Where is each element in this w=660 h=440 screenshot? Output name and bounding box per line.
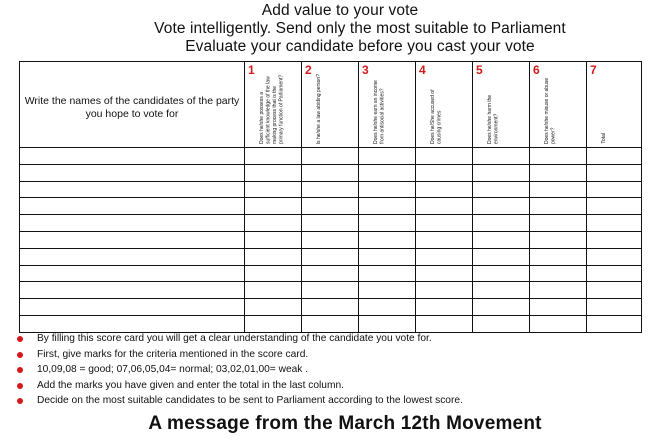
bullet-dot [17, 336, 23, 342]
score-cell[interactable] [302, 181, 359, 198]
score-cell[interactable] [473, 231, 530, 248]
criterion-text: Does he/she misuse or abuse power? [544, 77, 557, 144]
criterion-header-2 [302, 62, 359, 148]
total-cell[interactable] [587, 215, 642, 232]
score-cell[interactable] [530, 198, 587, 215]
total-cell[interactable] [587, 299, 642, 316]
table-row [20, 148, 642, 165]
score-cell[interactable] [416, 315, 473, 332]
criterion-header-3 [359, 62, 416, 148]
score-cell[interactable] [473, 215, 530, 232]
total-cell[interactable] [587, 164, 642, 181]
instruction-item [17, 393, 647, 409]
score-cell[interactable] [302, 148, 359, 165]
candidate-name-cell[interactable] [20, 181, 245, 198]
score-cell[interactable] [473, 282, 530, 299]
bullet-dot [17, 383, 23, 389]
total-cell[interactable] [587, 248, 642, 265]
criterion-header-4 [416, 62, 473, 148]
score-cell[interactable] [416, 299, 473, 316]
table-row [20, 164, 642, 181]
candidate-name-cell[interactable] [20, 164, 245, 181]
score-cell[interactable] [416, 282, 473, 299]
total-cell[interactable] [587, 148, 642, 165]
bullet-dot [17, 398, 23, 404]
total-cell[interactable] [587, 181, 642, 198]
total-cell[interactable] [587, 265, 642, 282]
instruction-text: 10,09,08 = good; 07,06,05,04= normal; 03,02,01,00= weak . [37, 364, 309, 376]
candidate-name-cell[interactable] [20, 248, 245, 265]
score-cell[interactable] [359, 299, 416, 316]
instruction-item [17, 378, 647, 394]
score-cell[interactable] [302, 315, 359, 332]
table-row [20, 265, 642, 282]
score-cell[interactable] [302, 265, 359, 282]
criterion-text: Total [601, 133, 607, 144]
candidate-name-cell[interactable] [20, 231, 245, 248]
candidate-name-cell[interactable] [20, 148, 245, 165]
footer-message [0, 412, 660, 436]
criterion-text: Does he/she possess a sufficient knowledge of the law making process that is the primary function of Parliament? [259, 74, 285, 144]
score-cell[interactable] [302, 248, 359, 265]
score-cell[interactable] [245, 248, 302, 265]
score-cell[interactable] [245, 265, 302, 282]
score-cell[interactable] [359, 181, 416, 198]
score-cell[interactable] [359, 198, 416, 215]
table-row [20, 231, 642, 248]
name-column-header-text: Write the names of the candidates of the party you hope to vote for [24, 94, 240, 120]
instruction-text: Add the marks you have given and enter the total in the last column. [37, 379, 344, 391]
candidate-name-cell[interactable] [20, 315, 245, 332]
score-cell[interactable] [245, 315, 302, 332]
score-cell[interactable] [416, 248, 473, 265]
criterion-header-1 [245, 62, 302, 148]
footer-text: A message from the March 12th Movement [148, 413, 542, 434]
candidate-name-cell[interactable] [20, 198, 245, 215]
score-cell[interactable] [530, 248, 587, 265]
score-cell[interactable] [416, 164, 473, 181]
criterion-text: Is he/she a law abiding person? [316, 73, 322, 144]
score-cell[interactable] [302, 215, 359, 232]
table-row [20, 315, 642, 332]
bullet-dot [17, 367, 23, 373]
criterion-number: 2 [305, 63, 312, 77]
table-row [20, 299, 642, 316]
bullet-dot [17, 352, 23, 358]
instruction-text: Decide on the most suitable candidates to be sent to Parliament according to the lowest score. [37, 395, 463, 407]
score-cell[interactable] [416, 265, 473, 282]
heading-line-2: Vote intelligently. Send only the most suitable to Parliament [154, 20, 566, 37]
score-cell[interactable] [245, 299, 302, 316]
score-cell[interactable] [473, 299, 530, 316]
score-cell[interactable] [359, 315, 416, 332]
score-cell[interactable] [245, 231, 302, 248]
score-cell[interactable] [416, 148, 473, 165]
instruction-text: First, give marks for the criteria mentioned in the score card. [37, 348, 309, 360]
criterion-text: Does he/She accused of causing crimes [430, 89, 443, 144]
score-cell[interactable] [302, 299, 359, 316]
score-cell[interactable] [302, 198, 359, 215]
score-card-body [20, 148, 642, 333]
candidate-name-cell[interactable] [20, 215, 245, 232]
score-cell[interactable] [473, 315, 530, 332]
score-cell[interactable] [245, 164, 302, 181]
score-cell[interactable] [416, 181, 473, 198]
candidate-name-cell[interactable] [20, 299, 245, 316]
score-cell[interactable] [416, 231, 473, 248]
instructions-list [17, 331, 647, 409]
score-cell[interactable] [473, 198, 530, 215]
criterion-header-5 [473, 62, 530, 148]
score-cell[interactable] [530, 315, 587, 332]
table-row [20, 248, 642, 265]
total-cell[interactable] [587, 282, 642, 299]
score-cell[interactable] [473, 248, 530, 265]
score-cell[interactable] [245, 181, 302, 198]
score-cell[interactable] [359, 265, 416, 282]
heading-line-1: Add value to your vote [261, 2, 419, 19]
score-cell[interactable] [473, 148, 530, 165]
criterion-header-6 [530, 62, 587, 148]
table-row [20, 198, 642, 215]
criterion-header-total [587, 62, 642, 148]
score-cell[interactable] [530, 215, 587, 232]
score-cell[interactable] [530, 265, 587, 282]
instruction-item [17, 347, 647, 363]
candidate-name-cell[interactable] [20, 282, 245, 299]
score-cell[interactable] [245, 215, 302, 232]
score-cell[interactable] [530, 164, 587, 181]
criterion-number: 7 [590, 63, 597, 77]
score-cell[interactable] [530, 299, 587, 316]
score-cell[interactable] [359, 164, 416, 181]
score-cell[interactable] [245, 198, 302, 215]
criterion-number: 6 [533, 63, 540, 77]
table-row [20, 215, 642, 232]
score-cell[interactable] [359, 248, 416, 265]
table-row [20, 181, 642, 198]
criterion-number: 1 [248, 63, 255, 77]
score-cell[interactable] [473, 181, 530, 198]
score-cell[interactable] [302, 231, 359, 248]
total-cell[interactable] [587, 198, 642, 215]
criterion-number: 4 [419, 63, 426, 77]
instruction-text: By filling this score card you will get a clear understanding of the candidate you vote for. [37, 333, 432, 344]
score-cell[interactable] [530, 181, 587, 198]
instruction-item [17, 331, 647, 347]
score-cell[interactable] [359, 148, 416, 165]
score-cell[interactable] [473, 164, 530, 181]
criterion-number: 3 [362, 63, 369, 77]
score-cell[interactable] [359, 231, 416, 248]
score-card-table [19, 61, 642, 333]
criterion-text: Does he/she harm the environment? [487, 94, 500, 144]
score-cell[interactable] [416, 198, 473, 215]
criterion-number: 5 [476, 63, 483, 77]
headings [0, 2, 660, 56]
score-cell[interactable] [302, 282, 359, 299]
name-column-header [20, 62, 245, 148]
score-cell[interactable] [245, 148, 302, 165]
candidate-name-cell[interactable] [20, 265, 245, 282]
score-cell[interactable] [245, 282, 302, 299]
heading-line-3: Evaluate your candidate before you cast your vote [185, 38, 535, 55]
score-cell[interactable] [416, 215, 473, 232]
table-row [20, 282, 642, 299]
score-cell[interactable] [530, 148, 587, 165]
instruction-item [17, 362, 647, 378]
score-cell[interactable] [473, 265, 530, 282]
score-cell[interactable] [530, 282, 587, 299]
score-cell[interactable] [359, 215, 416, 232]
criterion-text: Does he/she earn an income from antisocial activities? [373, 80, 386, 144]
total-cell[interactable] [587, 231, 642, 248]
score-cell[interactable] [302, 164, 359, 181]
total-cell[interactable] [587, 315, 642, 332]
header-row [20, 62, 642, 148]
score-cell[interactable] [530, 231, 587, 248]
score-cell[interactable] [359, 282, 416, 299]
